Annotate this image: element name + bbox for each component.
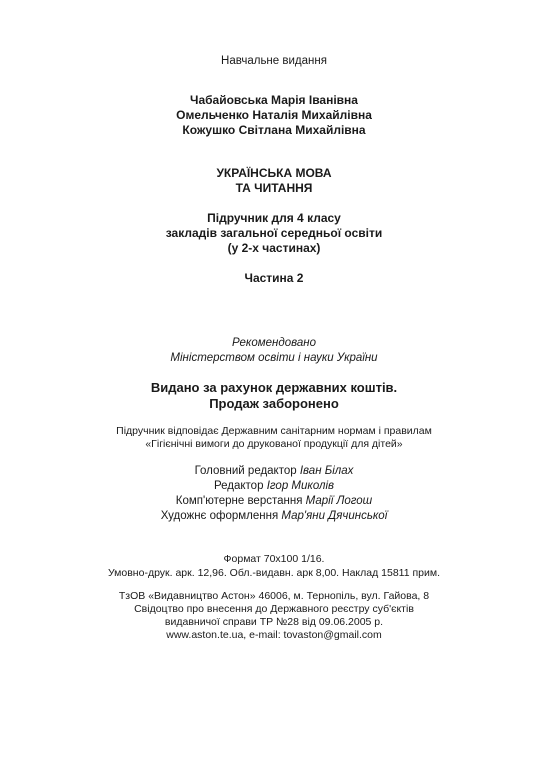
print-format-line: Формат 70х100 1/16. (223, 553, 325, 565)
book-title-line: УКРАЇНСЬКА МОВА (216, 166, 332, 180)
editor-credit (0, 464, 548, 479)
book-part-text: Частина 2 (244, 271, 304, 285)
edition-type-text: Навчальне видання (221, 55, 327, 67)
book-subtitle-line: (у 2-х частинах) (227, 241, 321, 255)
book-subtitle-line: Підручник для 4 класу (207, 211, 341, 225)
publisher-block (0, 590, 548, 642)
book-subtitle-line: закладів загальної середньої освіти (165, 226, 383, 240)
editor-credit (0, 479, 548, 494)
publisher-line: Свідоцтво про внесення до Державного реєстру суб'єктів (134, 603, 414, 615)
recommendation-line: Міністерством освіти і науки України (170, 352, 378, 364)
sanitary-line: Підручник відповідає Державним санітарним нормам і правилам (116, 425, 432, 437)
sanitary-notice (0, 425, 548, 451)
editor-name: Марії Логош (305, 495, 373, 507)
funding-notice (0, 380, 548, 412)
editor-name: Іван Білах (299, 465, 354, 477)
publisher-line: www.aston.te.ua, e-mail: tovaston@gmail.com (166, 629, 382, 641)
editor-credit (0, 494, 548, 509)
editor-role: Комп'ютерне верстання (175, 495, 303, 507)
editor-name: Мар'яни Дячинської (281, 510, 388, 522)
book-part (0, 271, 548, 285)
publisher-line: ТзОВ «Видавництво Астон» 46006, м. Тернопіль, вул. Гайова, 8 (118, 590, 430, 602)
book-title-line: ТА ЧИТАННЯ (235, 181, 313, 195)
editor-role: Редактор (213, 480, 264, 492)
author-name: Омельченко Наталія Михайлівна (176, 108, 372, 122)
editor-name: Ігор Миколів (266, 480, 335, 492)
book-title (0, 166, 548, 196)
editor-credit (0, 509, 548, 524)
author-name: Чабайовська Марія Іванівна (190, 93, 358, 107)
funding-line: Видано за рахунок державних коштів. (150, 380, 398, 395)
recommendation-line: Рекомендовано (232, 337, 316, 349)
sanitary-line: «Гігієнічні вимоги до друкованої продукції для дітей» (145, 438, 403, 450)
recommendation-block (0, 336, 548, 366)
edition-type (0, 55, 548, 67)
authors-block (0, 93, 548, 138)
author-name: Кожушко Світлана Михайлівна (182, 123, 366, 137)
print-format-block (0, 552, 548, 580)
editor-role: Художнє оформлення (160, 510, 279, 522)
book-subtitle (0, 211, 548, 256)
publisher-line: видавничої справи ТР №28 від 09.06.2005 р. (164, 616, 384, 628)
print-format-line: Умовно-друк. арк. 12,96. Обл.-видавн. арк 8,00. Наклад 15811 прим. (107, 567, 441, 579)
funding-line: Продаж заборонено (209, 396, 339, 411)
editors-block (0, 464, 548, 524)
editor-role: Головний редактор (194, 465, 297, 477)
